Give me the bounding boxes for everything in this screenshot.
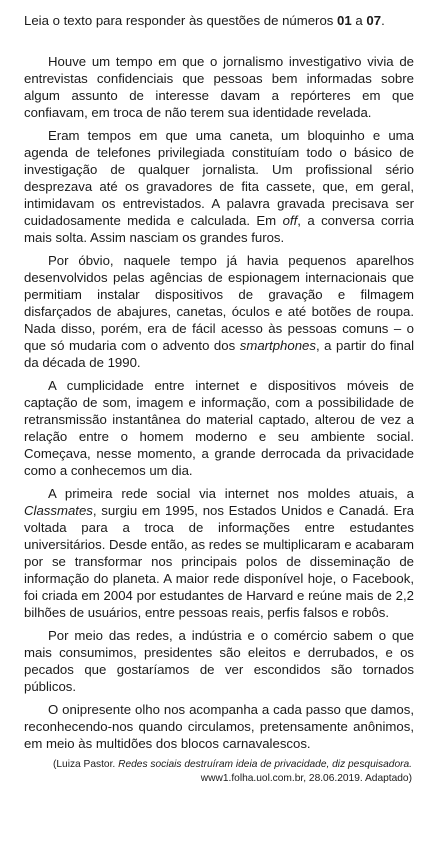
source-citation xyxy=(24,758,414,786)
source-title: Redes sociais destruíram ideia de privacidade, diz pesquisadora. xyxy=(118,759,412,770)
source-details: www1.folha.uol.com.br, 28.06.2019. Adaptado) xyxy=(200,773,412,784)
instruction-suffix: . xyxy=(381,13,385,28)
italic-term: Classmates xyxy=(24,503,93,518)
instruction-connector: a xyxy=(351,13,367,28)
paragraph-text: , a conversa corria mais solta. Assim nasciam os grandes furos. xyxy=(24,213,414,245)
article-paragraph xyxy=(24,377,414,479)
question-end-number: 07 xyxy=(366,13,382,28)
paragraph-text: A cumplicidade entre internet e dispositivos móveis de captação de som, imagem e informação, com a possibilidade de retransmissão instantânea do material captado, alterou de vez a relação entre o homem moderno e seu ambiente social. Começava, nesse momento, a grande derrocada da privacidade como a conhecemos um dia. xyxy=(24,378,414,478)
article-paragraph xyxy=(24,53,414,121)
article-paragraph xyxy=(24,252,414,371)
document-page xyxy=(24,12,414,786)
instruction-line xyxy=(24,12,414,29)
paragraph-text: Houve um tempo em que o jornalismo investigativo vivia de entrevistas confidenciais que pessoas bem informadas sobre algum assunto de interesse davam a repórteres em que confiavam, em troca de não terem sua identidade revelada. xyxy=(24,54,414,120)
paragraph-text: , surgiu em 1995, nos Estados Unidos e Canadá. Era voltada para a troca de informações entre estudantes universitários. Desde então, as redes se multiplicaram e acabaram por se transformar nos principais polos de disseminação de informação do planeta. A maior rede disponível hoje, o Facebook, foi criada em 2004 por estudantes de Harvard e reúne mais de 2,2 bilhões de usuários, entre pessoas reais, perfis falsos e robôs. xyxy=(24,503,414,620)
italic-term: off xyxy=(282,213,298,228)
paragraph-text: O onipresente olho nos acompanha a cada passo que damos, reconhecendo-nos quando circulamos, pretensamente anônimos, em meio às multidões dos blocos carnavalescos. xyxy=(24,702,414,751)
paragraph-text: , a partir do final da década de 1990. xyxy=(24,338,414,370)
question-start-number: 01 xyxy=(337,13,352,28)
paragraph-text: Por óbvio, naquele tempo já havia pequenos aparelhos desenvolvidos pelas agências de espionagem internacionais que permitiam instalar dispositivos de gravação e filmagem disfarçados de abajures, canetas, óculos e até botões de roupa. Nada disso, porém, era de fácil acesso às pessoas comuns – o que só mudaria com o advento dos xyxy=(24,253,414,353)
paragraph-text: Por meio das redes, a indústria e o comércio sabem o que mais consumimos, presidentes são eleitos e derrubados, e os pecados que gostaríamos de ver escondidos são tornados públicos. xyxy=(24,628,414,694)
paragraph-text: Eram tempos em que uma caneta, um bloquinho e uma agenda de telefones privilegiada constituíam todo o básico de investigação de qualquer jornalista. Um profissional sério desprezava até os gravadores de fita cassete, que, em geral, intimidavam os entrevistados. A palavra gravada precisava ser cuidadosamente medida e calculada. Em xyxy=(24,128,414,228)
article-paragraph xyxy=(24,701,414,752)
instruction-text: Leia o texto para responder às questões de números xyxy=(24,13,338,28)
article-paragraph xyxy=(24,127,414,246)
article-paragraph xyxy=(24,485,414,621)
italic-term: smartphones xyxy=(239,338,316,353)
article-paragraph xyxy=(24,627,414,695)
source-author: (Luiza Pastor. xyxy=(52,759,119,770)
article-body xyxy=(24,53,414,752)
paragraph-text: A primeira rede social via internet nos moldes atuais, a xyxy=(48,486,414,501)
